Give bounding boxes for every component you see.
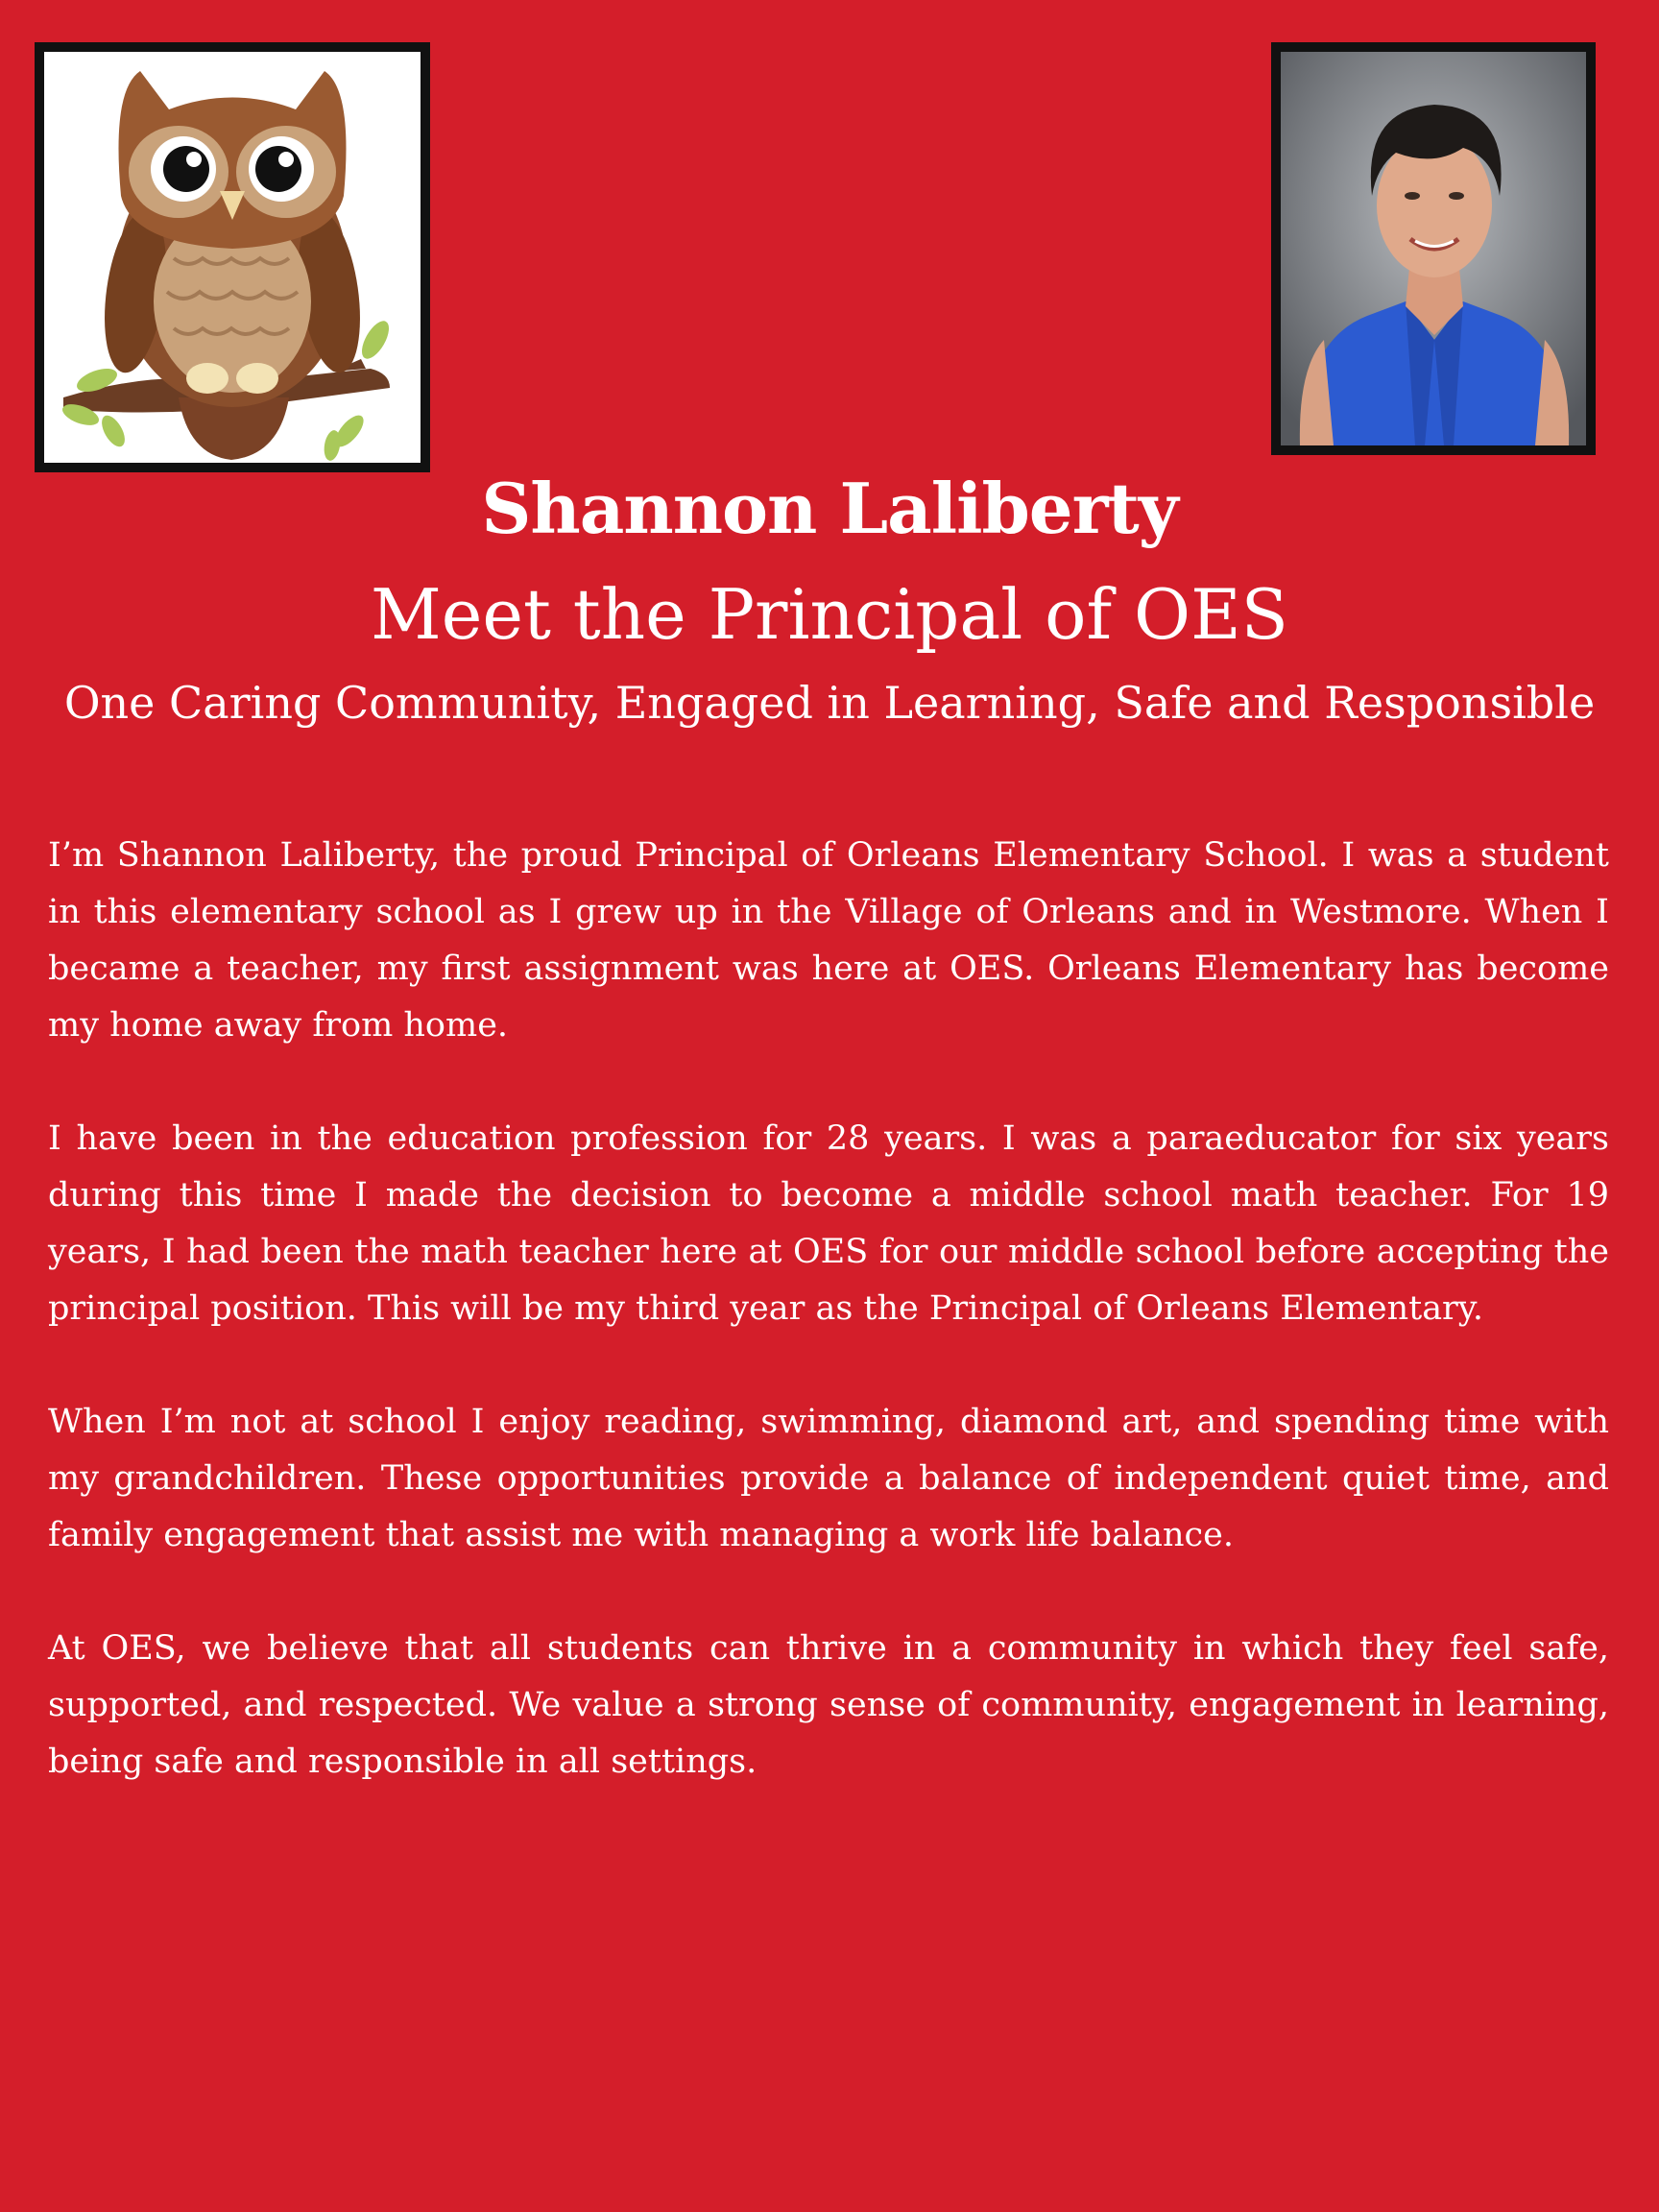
owl-icon (44, 52, 421, 463)
bio-paragraph: I have been in the education profession for 28 years. I was a paraeducator for six years during this time I made the decision to become a middle school math teacher. For 19 years, I had been the math teacher here at OES for our middle school before accepting the principal position. This will be my third year as the Principal of Orleans Elementary. (48, 1119, 1609, 1328)
bio-text (48, 828, 1609, 1847)
school-motto: One Caring Community, Engaged in Learning, Safe and Responsible (63, 677, 1596, 729)
bio-paragraph: At OES, we believe that all students can thrive in a community in which they feel safe, supported, and respected. We value a strong sense of community, engagement in learning, being safe and responsible in all settings. (48, 1629, 1609, 1781)
principal-name: Shannon Laliberty (481, 468, 1178, 549)
bio-paragraph: When I’m not at school I enjoy reading, swimming, diamond art, and spending time with my grandchildren. These opportunities provide a balance of independent quiet time, and family engagement that assist me with managing a work life balance. (48, 1403, 1609, 1554)
bio-paragraph: I’m Shannon Laliberty, the proud Principal of Orleans Elementary School. I was a student in this elementary school as I grew up in the Village of Orleans and in Westmore. When I became a teacher, my first assignment was here at OES. Orleans Elementary has become my home away from home. (48, 836, 1609, 1045)
principal-photo (1271, 42, 1596, 455)
owl-image (35, 42, 430, 472)
page-title: Meet the Principal of OES (371, 574, 1288, 655)
portrait-icon (1281, 52, 1586, 445)
